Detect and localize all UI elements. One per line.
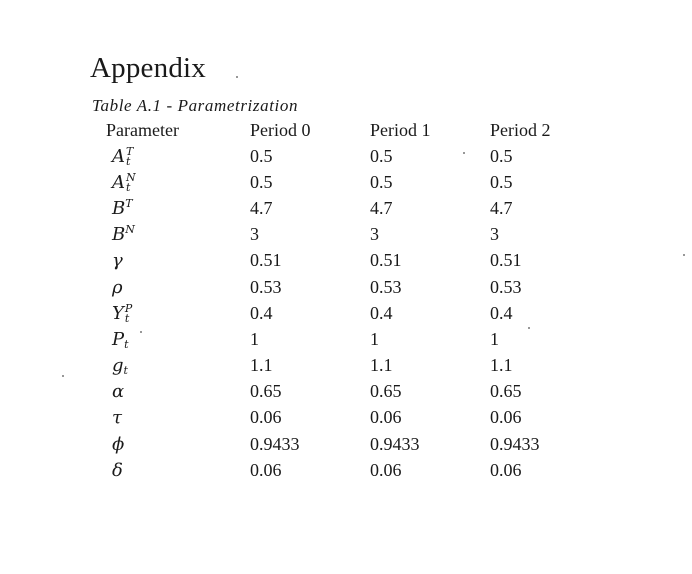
header-period-2: Period 2 bbox=[490, 120, 551, 140]
period-2-value: 3 bbox=[490, 224, 499, 245]
parameter-symbol-cell bbox=[106, 326, 250, 352]
period-1-value: 0.5 bbox=[370, 171, 393, 192]
symbol-base: τ bbox=[112, 407, 122, 429]
period-2-value: 0.9433 bbox=[490, 433, 540, 454]
symbol-base: g bbox=[112, 355, 124, 377]
period-0-value: 0.53 bbox=[250, 276, 282, 297]
period-0-value: 1 bbox=[250, 328, 259, 349]
symbol-base: B bbox=[112, 224, 126, 246]
period-0-value: 0.06 bbox=[250, 459, 282, 480]
period-2-value: 0.4 bbox=[490, 302, 513, 323]
symbol-superscript: N bbox=[126, 170, 136, 184]
table-row bbox=[106, 379, 580, 405]
parameter-symbol bbox=[106, 303, 132, 324]
parameter-symbol bbox=[106, 172, 136, 193]
period-1-value: 4.7 bbox=[370, 197, 393, 218]
symbol-base: ϕ bbox=[112, 433, 125, 455]
parameter-symbol bbox=[106, 329, 129, 350]
table-row bbox=[106, 405, 580, 431]
table-row bbox=[106, 300, 580, 326]
period-0-value: 3 bbox=[250, 224, 259, 245]
period-0-value: 0.06 bbox=[250, 407, 282, 428]
header-parameter: Parameter bbox=[106, 120, 179, 140]
header-period-1: Period 1 bbox=[370, 120, 431, 140]
table-row bbox=[106, 195, 580, 221]
scan-speck bbox=[463, 152, 465, 154]
table-caption: Table A.1 - Parametrization bbox=[92, 96, 299, 115]
period-0-value: 1.1 bbox=[250, 355, 273, 376]
period-1-value: 3 bbox=[370, 224, 379, 245]
table-row bbox=[106, 353, 580, 379]
table-row bbox=[106, 326, 580, 352]
table-row bbox=[106, 248, 580, 274]
period-1-value: 0.51 bbox=[370, 250, 402, 271]
symbol-superscript: P bbox=[124, 301, 133, 315]
period-2-value: 0.06 bbox=[490, 407, 522, 428]
period-2-value: 4.7 bbox=[490, 197, 513, 218]
table-header-row bbox=[106, 118, 580, 143]
period-2-value: 0.65 bbox=[490, 381, 522, 402]
parameter-symbol-cell bbox=[106, 431, 250, 457]
page-title: Appendix bbox=[90, 52, 206, 84]
period-2-value: 1 bbox=[490, 328, 499, 349]
parameter-symbol bbox=[106, 146, 133, 167]
symbol-subscript: t bbox=[124, 337, 129, 351]
parameter-symbol-cell bbox=[106, 300, 250, 326]
parameter-symbol-cell bbox=[106, 405, 250, 431]
period-2-value: 0.53 bbox=[490, 276, 522, 297]
table-row bbox=[106, 143, 580, 169]
period-2-value: 0.5 bbox=[490, 171, 513, 192]
period-2-value: 0.51 bbox=[490, 250, 522, 271]
parameter-symbol bbox=[106, 277, 123, 298]
parameter-symbol-cell bbox=[106, 222, 250, 248]
parameter-symbol bbox=[106, 434, 124, 455]
parameter-symbol-cell bbox=[106, 195, 250, 221]
period-0-value: 4.7 bbox=[250, 197, 273, 218]
period-0-value: 0.5 bbox=[250, 171, 273, 192]
period-1-value: 0.5 bbox=[370, 145, 393, 166]
parameter-symbol-cell bbox=[106, 248, 250, 274]
parameter-symbol bbox=[106, 250, 123, 271]
period-1-value: 0.4 bbox=[370, 302, 393, 323]
table-row bbox=[106, 431, 580, 457]
table-row bbox=[106, 457, 580, 483]
parameter-symbol bbox=[106, 460, 123, 481]
symbol-superscript: N bbox=[125, 223, 135, 237]
symbol-superscript: T bbox=[126, 144, 134, 158]
scan-speck bbox=[528, 327, 530, 329]
period-0-value: 0.5 bbox=[250, 145, 273, 166]
parameter-symbol bbox=[106, 355, 128, 376]
period-1-value: 1 bbox=[370, 328, 379, 349]
period-2-value: 1.1 bbox=[490, 355, 513, 376]
period-2-value: 0.06 bbox=[490, 459, 522, 480]
symbol-superscript: T bbox=[125, 196, 133, 210]
table-row bbox=[106, 274, 580, 300]
period-1-value: 0.06 bbox=[370, 459, 402, 480]
scan-speck bbox=[140, 331, 142, 333]
symbol-base: α bbox=[112, 381, 125, 403]
period-2-value: 0.5 bbox=[490, 145, 513, 166]
symbol-base: γ bbox=[112, 250, 123, 272]
period-1-value: 0.9433 bbox=[370, 433, 420, 454]
symbol-subscript: t bbox=[124, 311, 130, 325]
period-0-value: 0.51 bbox=[250, 250, 282, 271]
scan-speck bbox=[236, 76, 238, 78]
period-1-value: 1.1 bbox=[370, 355, 393, 376]
parameter-symbol bbox=[106, 407, 122, 428]
period-0-value: 0.9433 bbox=[250, 433, 300, 454]
scan-speck bbox=[683, 254, 685, 256]
symbol-base: ρ bbox=[112, 276, 123, 298]
symbol-base: A bbox=[112, 145, 125, 167]
symbol-subscript: t bbox=[126, 154, 131, 168]
symbol-base: B bbox=[112, 197, 126, 219]
symbol-base: Y bbox=[112, 302, 124, 324]
period-0-value: 0.65 bbox=[250, 381, 282, 402]
table-row bbox=[106, 169, 580, 195]
parameter-symbol-cell bbox=[106, 143, 250, 169]
period-0-value: 0.4 bbox=[250, 302, 273, 323]
header-period-0: Period 0 bbox=[250, 120, 311, 140]
symbol-base: A bbox=[112, 171, 125, 193]
parameter-symbol bbox=[106, 381, 124, 402]
table-row bbox=[106, 222, 580, 248]
parameter-symbol bbox=[106, 224, 135, 245]
parameter-symbol-cell bbox=[106, 169, 250, 195]
scan-speck bbox=[62, 375, 64, 377]
period-1-value: 0.65 bbox=[370, 381, 402, 402]
period-1-value: 0.06 bbox=[370, 407, 402, 428]
parametrization-table bbox=[106, 118, 580, 483]
parameter-symbol-cell bbox=[106, 457, 250, 483]
symbol-base: P bbox=[112, 328, 125, 350]
symbol-scripts bbox=[126, 170, 136, 194]
period-1-value: 0.53 bbox=[370, 276, 402, 297]
symbol-subscript: t bbox=[126, 180, 131, 194]
symbol-base: δ bbox=[112, 459, 123, 481]
parameter-symbol-cell bbox=[106, 379, 250, 405]
parameter-symbol-cell bbox=[106, 274, 250, 300]
parameter-symbol-cell bbox=[106, 353, 250, 379]
symbol-scripts bbox=[126, 144, 134, 168]
symbol-subscript: t bbox=[123, 364, 128, 378]
symbol-scripts bbox=[124, 301, 133, 325]
parameter-symbol bbox=[106, 198, 133, 219]
